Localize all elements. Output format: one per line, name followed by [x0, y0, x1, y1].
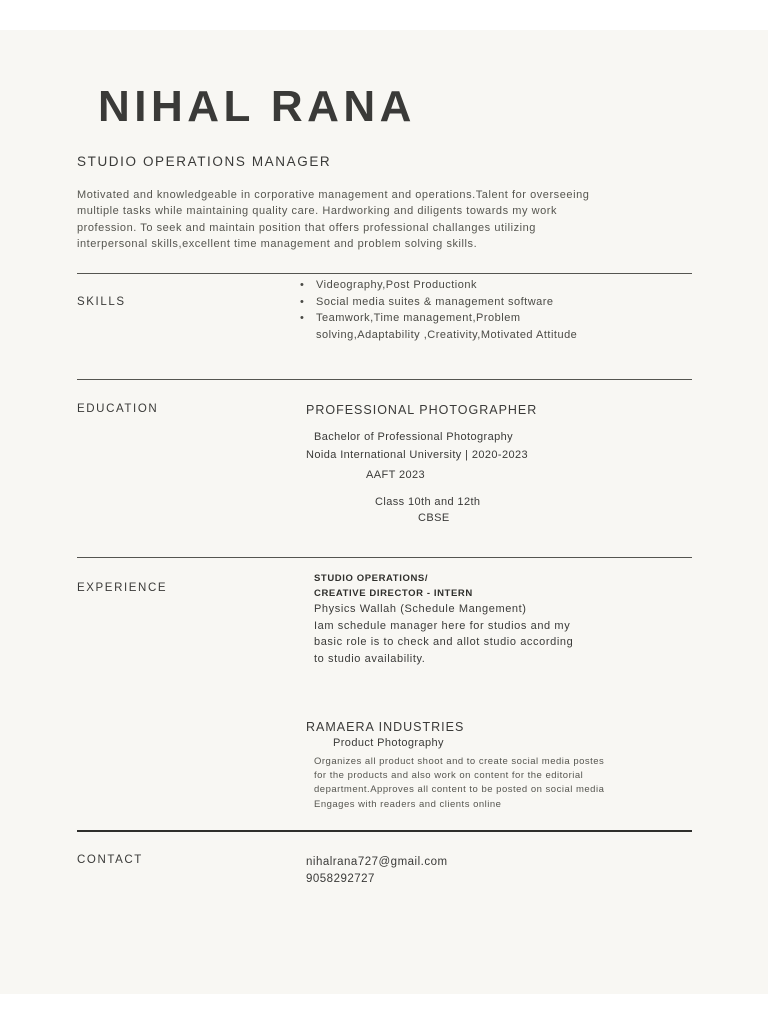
- summary-line: Motivated and knowledgeable in corporative management and operations.Talent for overseeing: [77, 189, 590, 201]
- email-link[interactable]: nihalrana727@gmail.com: [306, 856, 448, 868]
- description-line: basic role is to check and allot studio according: [314, 636, 574, 648]
- job-role: Product Photography: [333, 737, 444, 749]
- summary-line: interpersonal skills,excellent time management and problem solving skills.: [77, 237, 478, 250]
- certification: AAFT 2023: [366, 469, 426, 481]
- description-line: department.Approves all content to be posted on social media: [314, 784, 605, 796]
- degree: Bachelor of Professional Photography: [314, 431, 514, 443]
- phone-number: 9058292727: [306, 873, 375, 885]
- section-label-education: EDUCATION: [77, 403, 159, 415]
- job-title-line: CREATIVE DIRECTOR - INTERN: [314, 588, 473, 599]
- description-line: to studio availability.: [314, 652, 426, 665]
- skill-text: Videography,Post Productionk: [316, 279, 477, 291]
- bullet-icon: •: [300, 279, 305, 291]
- education-title: PROFESSIONAL PHOTOGRAPHER: [306, 403, 538, 417]
- skill-text: Teamwork,Time management,Problem: [316, 312, 521, 324]
- description-line: Engages with readers and clients online: [314, 798, 502, 810]
- job-description: [314, 601, 573, 667]
- list-item: [300, 294, 577, 311]
- divider: [77, 273, 692, 274]
- bullet-icon: •: [300, 312, 305, 324]
- job-title: STUDIO OPERATIONS MANAGER: [77, 154, 332, 169]
- list-item: [300, 277, 577, 294]
- description-line: Iam schedule manager here for studios and my: [314, 619, 571, 632]
- bullet-icon: •: [300, 295, 305, 308]
- divider: [77, 830, 692, 832]
- company-name: Physics Wallah (Schedule Mangement): [314, 603, 527, 615]
- company-name: RAMAERA INDUSTRIES: [306, 720, 465, 734]
- university: Noida International University | 2020-2023: [306, 449, 529, 461]
- summary-line: profession. To seek and maintain position that offers professional challanges utilizing: [77, 221, 536, 234]
- description-line: Organizes all product shoot and to create social media postes: [314, 756, 605, 767]
- list-item: [300, 310, 577, 343]
- divider: [77, 557, 692, 558]
- description-line: for the products and also work on content for the editorial: [314, 770, 584, 782]
- resume-page: [0, 30, 768, 994]
- summary-line: multiple tasks while maintaining quality care. Hardworking and diligents towards my work: [77, 205, 558, 218]
- skill-text: Social media suites & management software: [316, 295, 554, 308]
- section-label-skills: SKILLS: [77, 296, 126, 308]
- section-label-contact: CONTACT: [77, 854, 143, 866]
- job-entry: [314, 571, 573, 667]
- skill-text: solving,Adaptability ,Creativity,Motivated Attitude: [316, 328, 578, 341]
- school-board: CBSE: [418, 512, 450, 524]
- divider: [77, 379, 692, 380]
- skills-list: [300, 277, 577, 343]
- contact-details: [306, 854, 448, 888]
- profile-summary: [77, 187, 717, 252]
- section-label-experience: EXPERIENCE: [77, 582, 168, 594]
- job-description: [314, 755, 604, 812]
- job-title-line: STUDIO OPERATIONS/: [314, 573, 429, 584]
- school: Class 10th and 12th: [375, 496, 481, 508]
- candidate-name: NIHAL RANA: [98, 82, 416, 131]
